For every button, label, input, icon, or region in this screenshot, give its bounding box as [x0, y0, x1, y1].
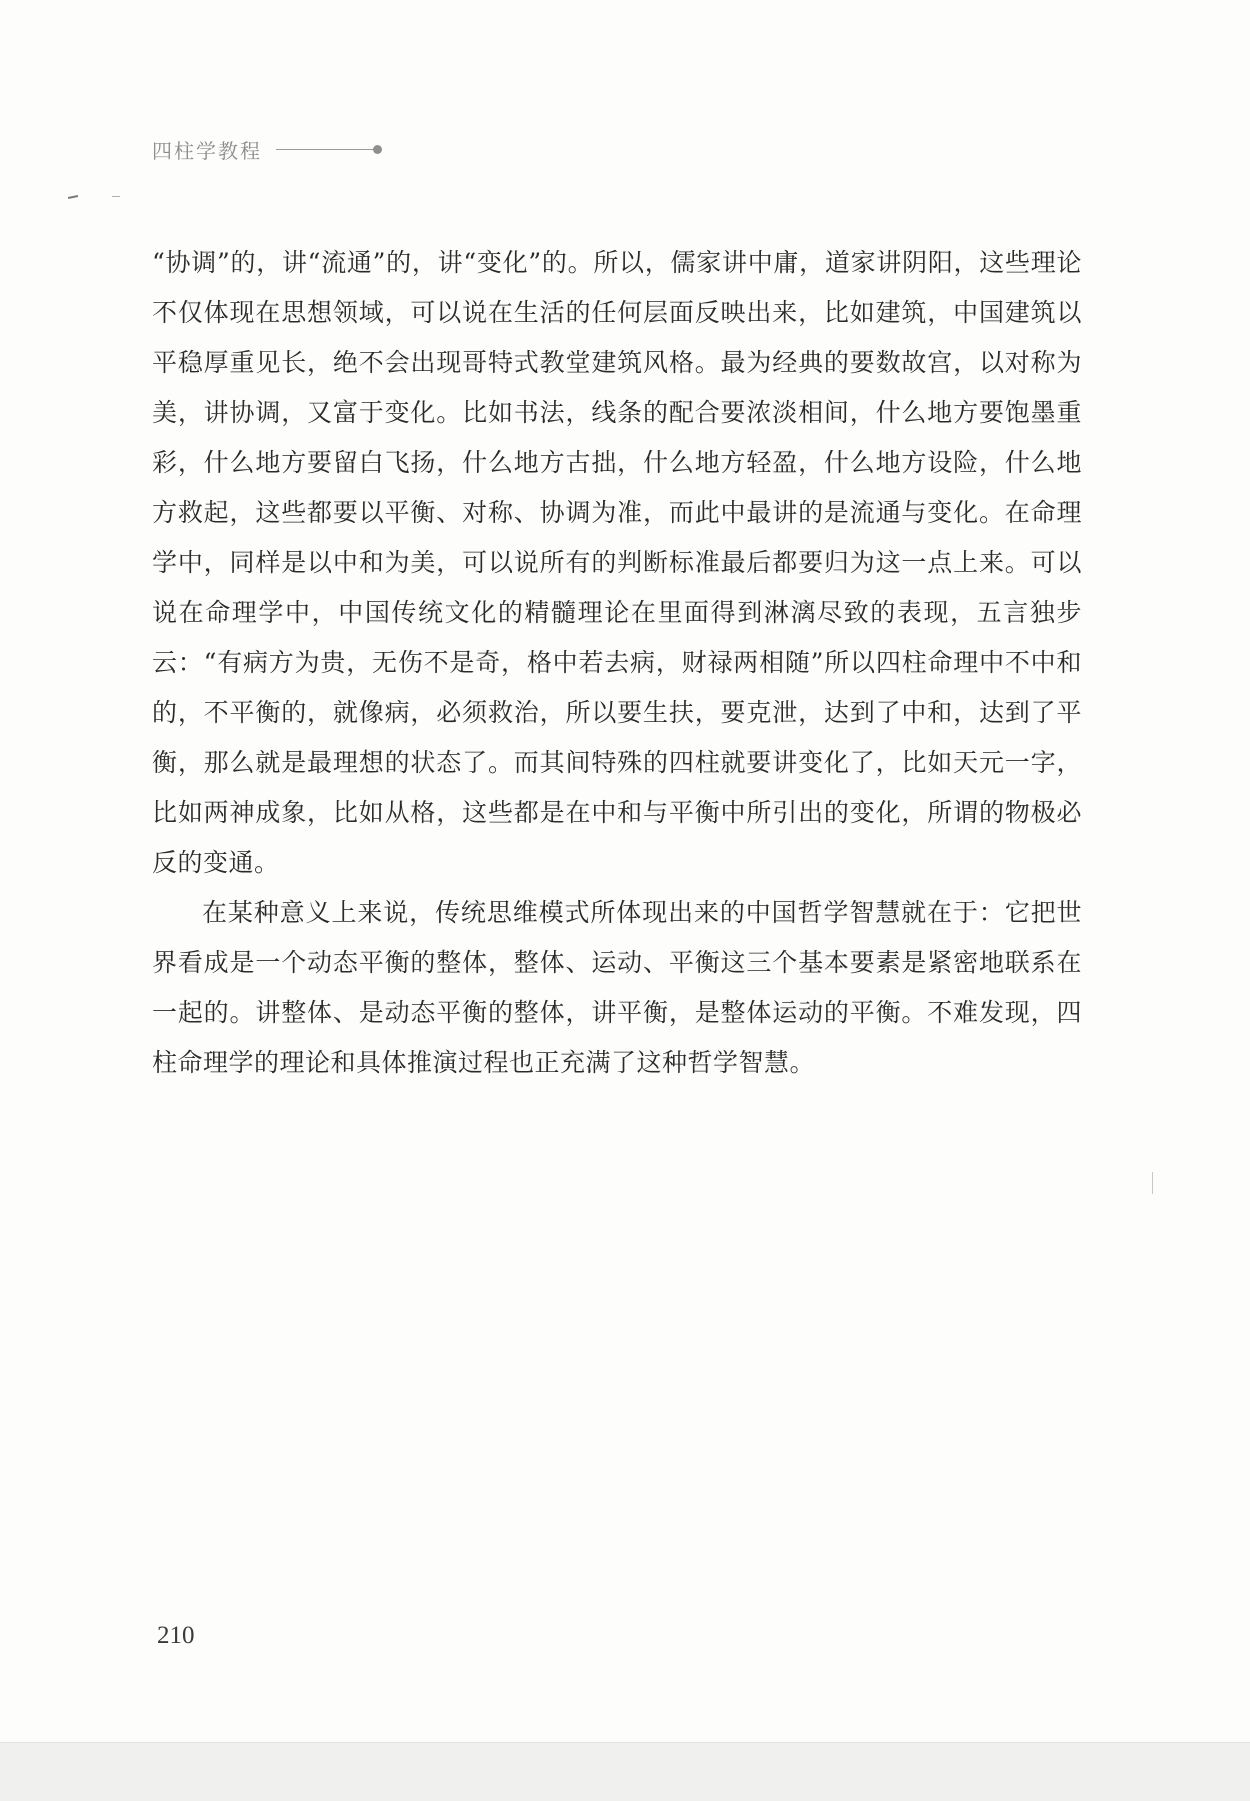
page-number: 210 — [157, 1622, 195, 1649]
scan-margin-mark — [112, 196, 120, 197]
body-text — [152, 238, 1082, 1088]
header-rule — [276, 149, 374, 150]
header-dot-ornament — [373, 145, 382, 154]
scan-artifact-line — [1152, 1172, 1153, 1194]
running-header — [152, 134, 382, 164]
page-bottom-edge — [0, 1742, 1250, 1801]
paragraph-1: “协调”的，讲“流通”的，讲“变化”的。所以，儒家讲中庸，道家讲阴阳，这些理论不仅体现在思想领域，可以说在生活的任何层面反映出来，比如建筑，中国建筑以平稳厚重见长，绝不会出现哥特式教堂建筑风格。最为经典的要数故宫，以对称为美，讲协调，又富于变化。比如书法，线条的配合要浓淡相间，什么地方要饱墨重彩，什么地方要留白飞扬，什么地方古拙，什么地方轻盈，什么地方设险，什么地方救起，这些都要以平衡、对称、协调为准，而此中最讲的是流通与变化。在命理学中，同样是以中和为美，可以说所有的判断标准最后都要归为这一点上来。可以说在命理学中，中国传统文化的精髓理论在里面得到淋漓尽致的表现，五言独步云：“有病方为贵，无伤不是奇，格中若去病，财禄两相随”所以四柱命理中不中和的，不平衡的，就像病，必须救治，所以要生扶，要克泄，达到了中和，达到了平衡，那么就是最理想的状态了。而其间特殊的四柱就要讲变化了，比如天元一字，比如两神成象，比如从格，这些都是在中和与平衡中所引出的变化，所谓的物极必反的变通。 — [152, 248, 1082, 877]
scan-margin-mark — [68, 195, 78, 199]
running-title: 四柱学教程 — [152, 138, 262, 163]
paragraph-2: 在某种意义上来说，传统思维模式所体现出来的中国哲学智慧就在于：它把世界看成是一个动态平衡的整体，整体、运动、平衡这三个基本要素是紧密地联系在一起的。讲整体、是动态平衡的整体，讲平衡，是整体运动的平衡。不难发现，四柱命理学的理论和具体推演过程也正充满了这种哲学智慧。 — [152, 898, 1082, 1077]
